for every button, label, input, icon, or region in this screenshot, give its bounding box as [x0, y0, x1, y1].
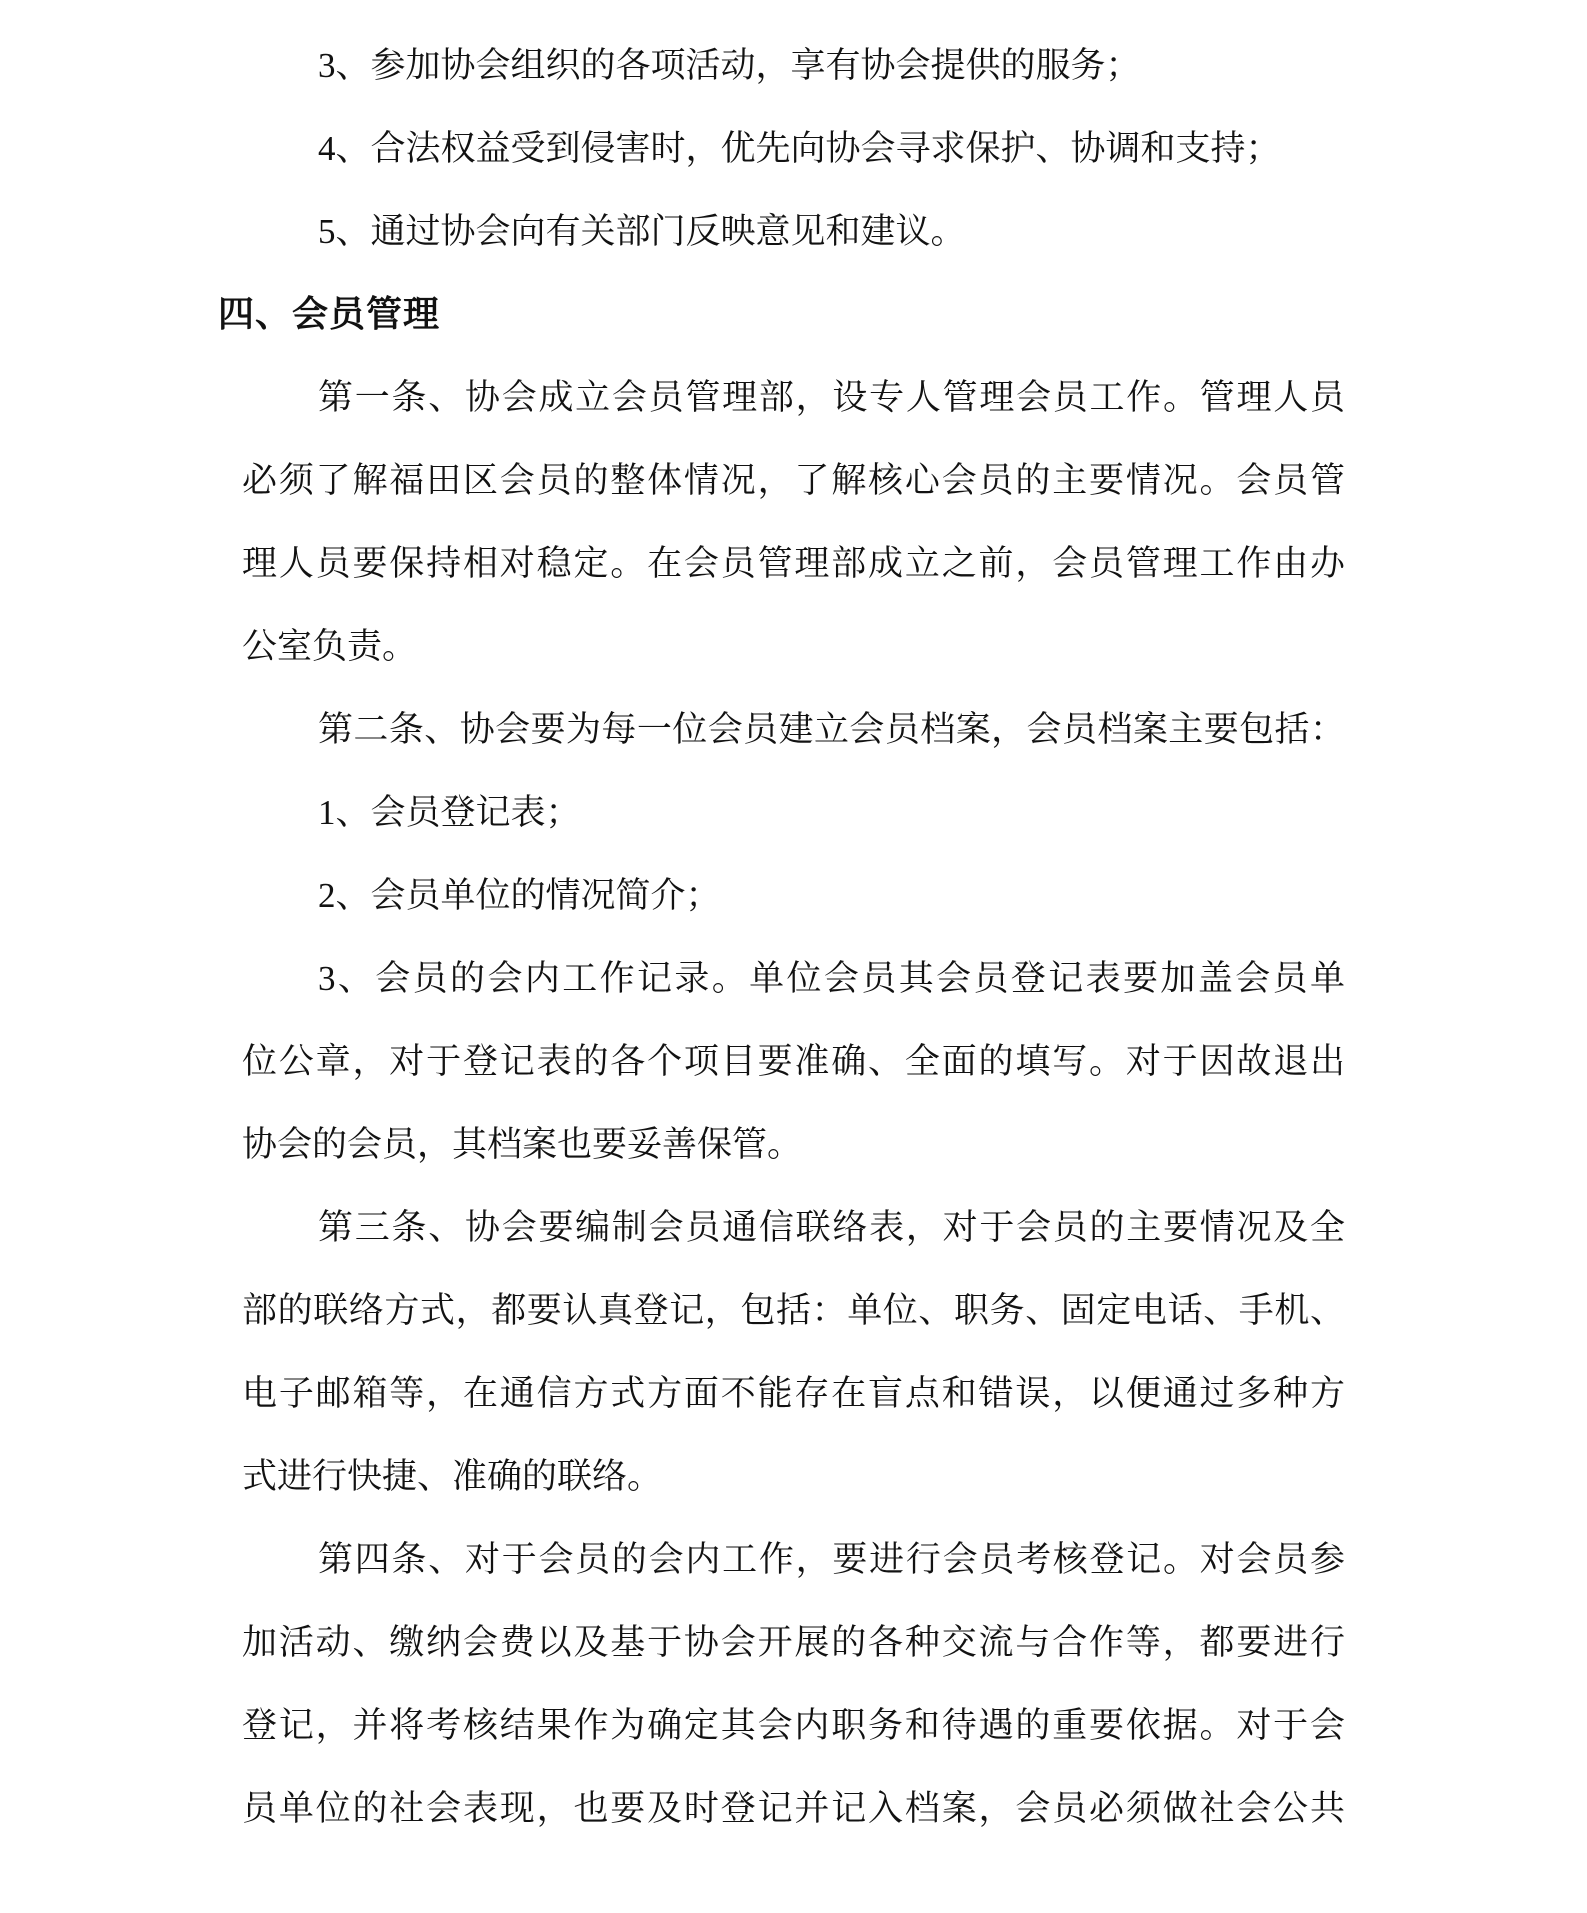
paragraph-line: 位公章，对于登记表的各个项目要准确、全面的填写。对于因故退出 — [242, 1042, 1345, 1081]
paragraph-first-line: 3、会员的会内工作记录。单位会员其会员登记表要加盖会员单 — [318, 959, 1345, 998]
section-heading: 四、会员管理 — [218, 294, 441, 334]
list-item-line: 2、会员单位的情况简介； — [318, 876, 721, 915]
paragraph-line: 部的联络方式，都要认真登记，包括：单位、职务、固定电话、手机、 — [242, 1291, 1345, 1330]
list-item-line: 1、会员登记表； — [318, 793, 581, 832]
paragraph-last-line: 公室负责。 — [242, 627, 418, 666]
paragraph-first-line: 第三条、协会要编制会员通信联络表，对于会员的主要情况及全 — [318, 1208, 1345, 1247]
document-text-block — [218, 24, 1345, 1850]
paragraph-first-line: 第二条、协会要为每一位会员建立会员档案，会员档案主要包括： — [318, 710, 1345, 749]
paragraph-line: 电子邮箱等，在通信方式方面不能存在盲点和错误，以便通过多种方 — [242, 1374, 1345, 1413]
paragraph-line: 登记，并将考核结果作为确定其会内职务和待遇的重要依据。对于会 — [242, 1706, 1345, 1745]
paragraph-line: 必须了解福田区会员的整体情况，了解核心会员的主要情况。会员管 — [242, 461, 1345, 500]
list-item-line: 5、通过协会向有关部门反映意见和建议。 — [318, 212, 966, 251]
paragraph-line: 理人员要保持相对稳定。在会员管理部成立之前，会员管理工作由办 — [242, 544, 1345, 583]
paragraph-last-line: 协会的会员，其档案也要妥善保管。 — [242, 1125, 803, 1164]
paragraph-line: 加活动、缴纳会费以及基于协会开展的各种交流与合作等，都要进行 — [242, 1623, 1345, 1662]
list-item-line: 4、合法权益受到侵害时，优先向协会寻求保护、协调和支持； — [318, 129, 1281, 168]
paragraph-line: 员单位的社会表现，也要及时登记并记入档案，会员必须做社会公共 — [242, 1789, 1345, 1828]
paragraph-first-line: 第一条、协会成立会员管理部，设专人管理会员工作。管理人员 — [318, 378, 1345, 417]
paragraph-first-line: 第四条、对于会员的会内工作，要进行会员考核登记。对会员参 — [318, 1540, 1345, 1579]
paragraph-last-line: 式进行快捷、准确的联络。 — [242, 1457, 663, 1496]
list-item-line: 3、参加协会组织的各项活动，享有协会提供的服务； — [318, 46, 1141, 85]
